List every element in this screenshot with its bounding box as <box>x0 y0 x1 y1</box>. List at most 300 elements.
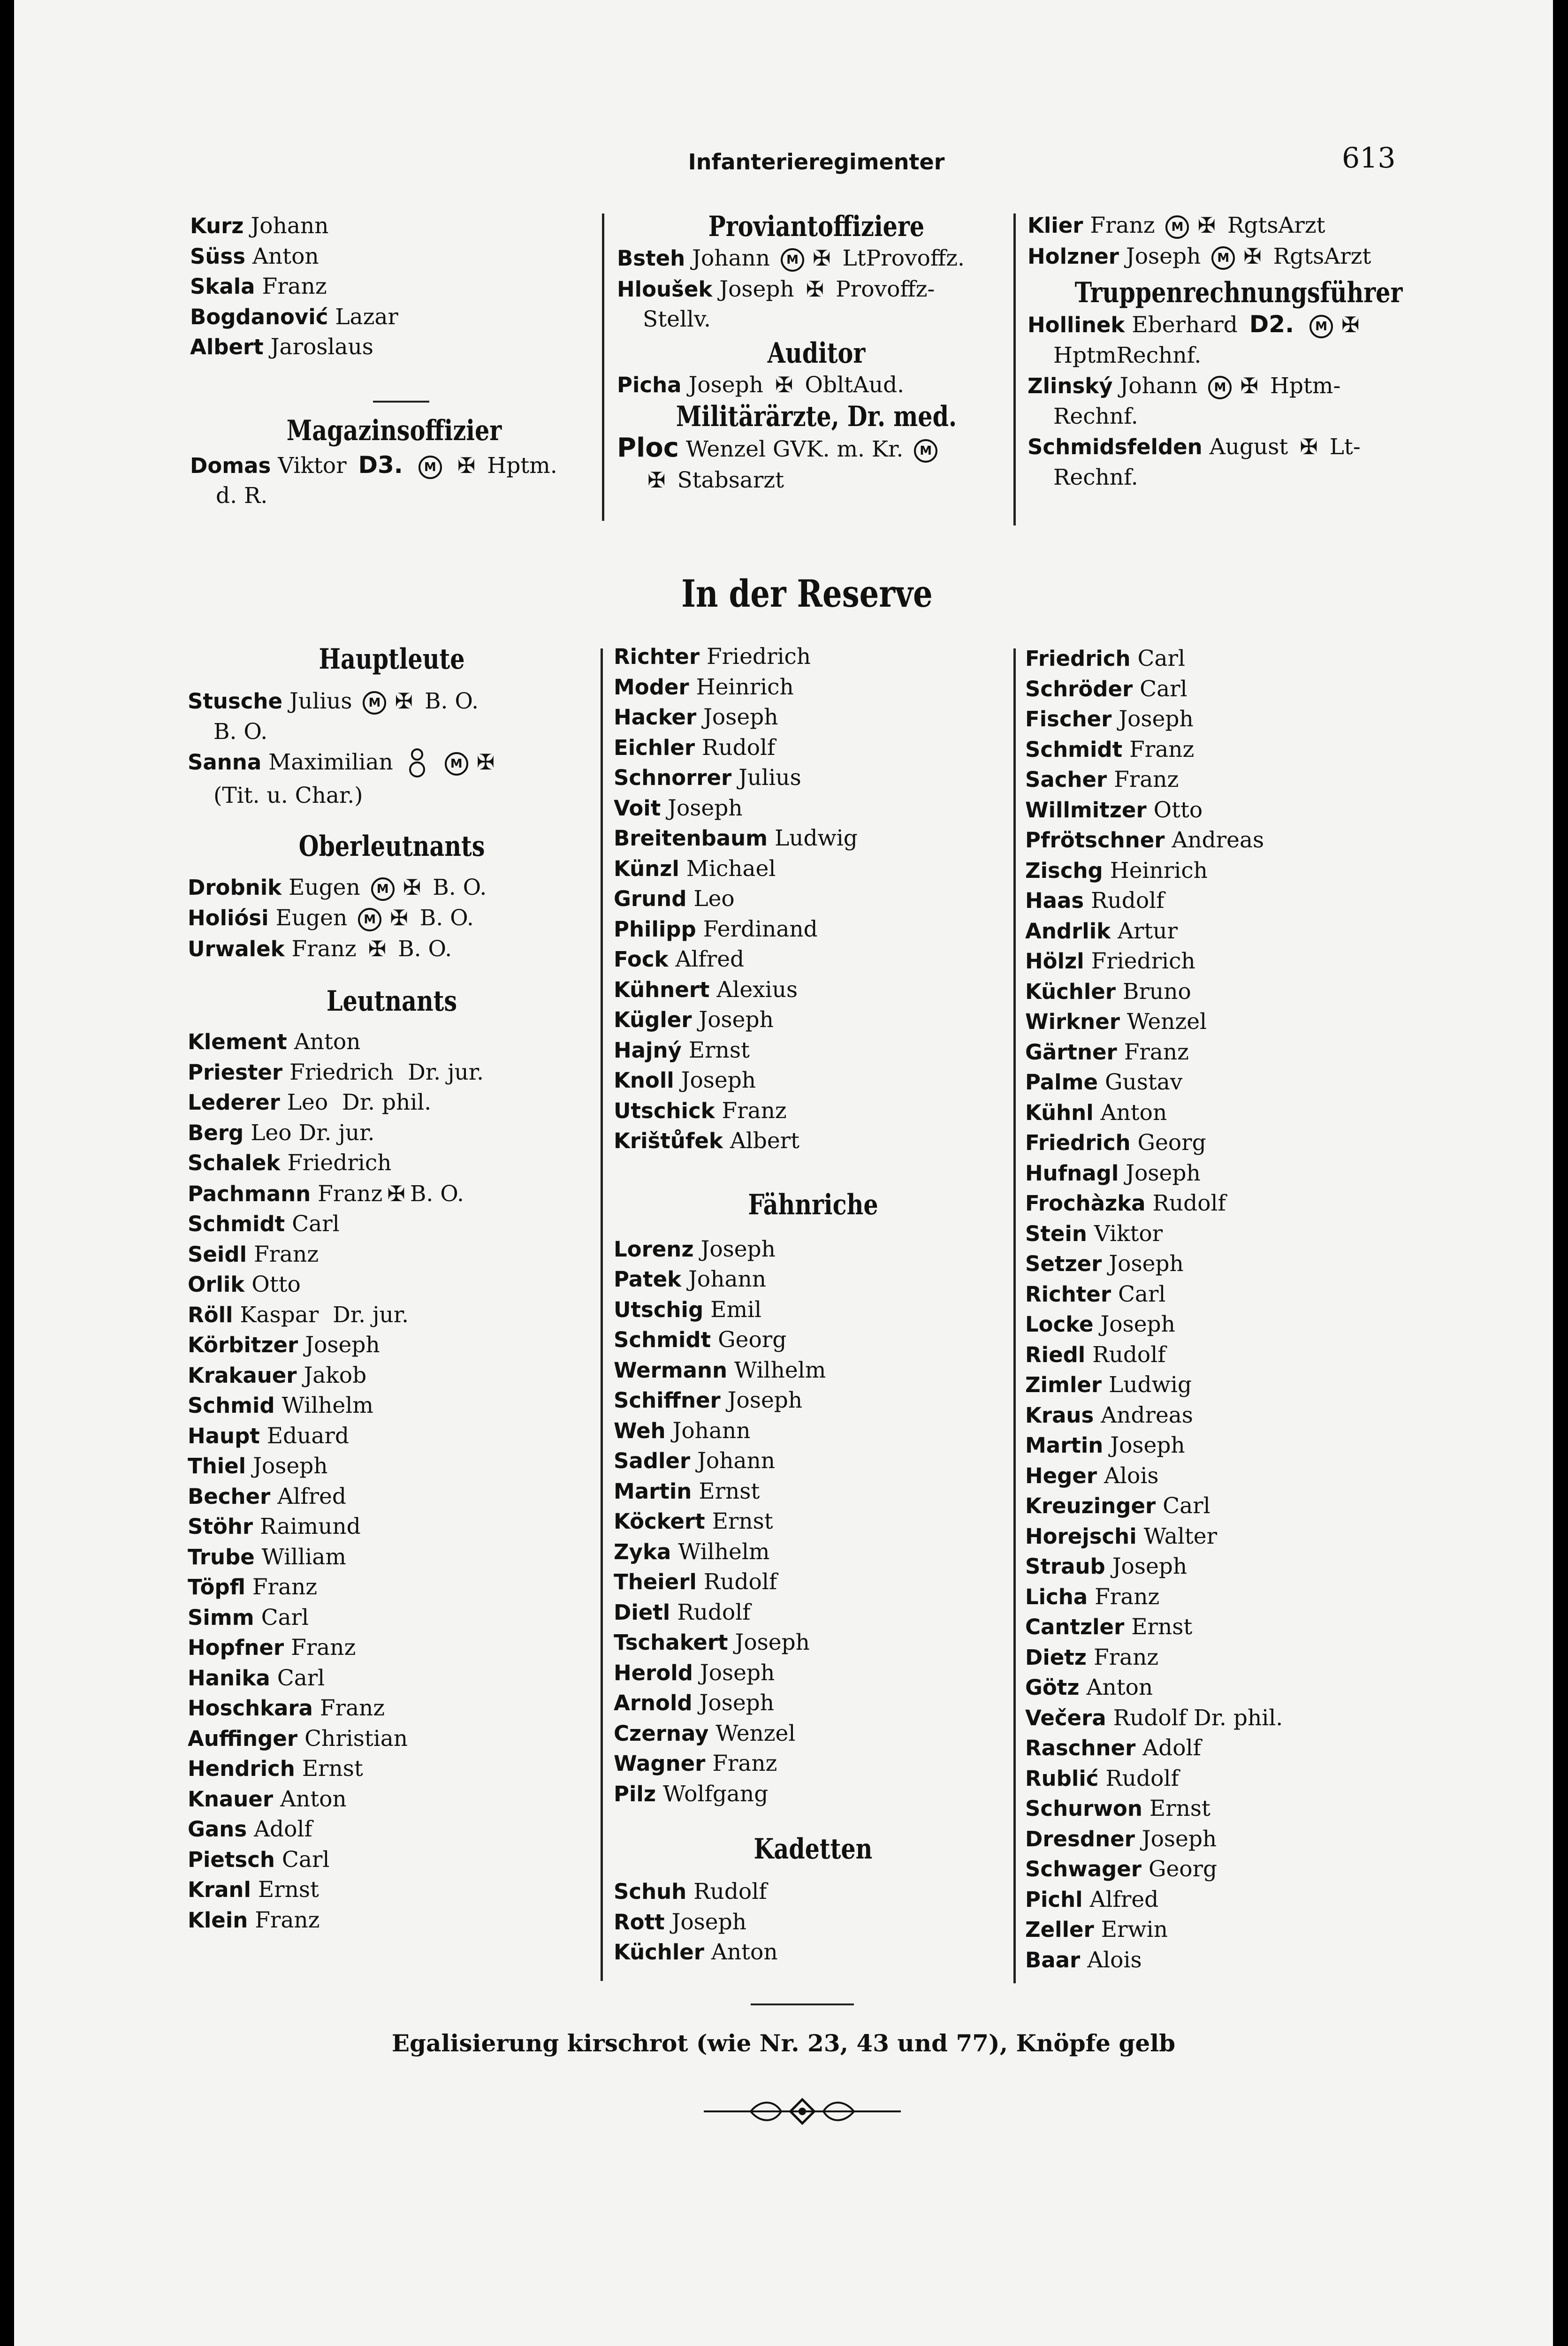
col1-top <box>190 211 598 511</box>
entry-cont: (Tit. u. Char.) <box>213 783 363 808</box>
entry <box>614 1658 1012 1689</box>
surname: Zischg <box>1025 858 1103 883</box>
cross-icon: ✠ <box>457 452 476 478</box>
entry <box>614 1749 1012 1779</box>
entry <box>614 763 1012 793</box>
surname: Krištůfek <box>614 1128 723 1153</box>
given-name: Joseph <box>681 1067 756 1093</box>
surname: Czernay <box>614 1721 709 1746</box>
surname: Richter <box>1025 1281 1111 1307</box>
entry <box>188 1482 596 1512</box>
surname: Friedrich <box>1025 1130 1131 1155</box>
given-name: Ernst <box>712 1508 773 1534</box>
surname: Rublić <box>1025 1766 1099 1791</box>
surname: Straub <box>1025 1554 1105 1579</box>
given-name: Carl <box>1163 1493 1210 1519</box>
given-name: Joseph <box>671 1909 746 1935</box>
given-name: Leo <box>251 1120 292 1146</box>
entry <box>188 1240 596 1270</box>
surname: Ploc <box>617 433 679 463</box>
entry <box>1025 1431 1447 1461</box>
page <box>14 0 1553 2346</box>
surname: Auffinger <box>188 1726 298 1751</box>
given-name: Rudolf <box>1113 1705 1187 1731</box>
entry <box>614 1066 1012 1096</box>
given-name: Joseph <box>700 1236 776 1262</box>
entry <box>188 1572 596 1603</box>
given-name: Gustav <box>1104 1069 1183 1095</box>
given-name: Anton <box>280 1786 347 1812</box>
surname: Friedrich <box>1025 646 1131 671</box>
given-name: Joseph <box>688 372 763 398</box>
surname: Utschig <box>614 1297 704 1322</box>
given-name: Alexius <box>716 976 798 1003</box>
surname: Priester <box>188 1059 283 1085</box>
medal-m-icon: M <box>371 877 395 901</box>
given-name: Joseph <box>1119 706 1194 732</box>
entry <box>1025 1764 1447 1794</box>
surname: Kraus <box>1025 1402 1094 1428</box>
entry <box>614 1126 1012 1157</box>
given-name: Christian <box>304 1725 408 1752</box>
cross-icon: ✠ <box>775 372 793 397</box>
given-name: Walter <box>1143 1523 1218 1549</box>
surname: Kreuzinger <box>1025 1493 1156 1518</box>
given-name: Rudolf <box>1152 1190 1226 1216</box>
entry <box>188 686 596 717</box>
surname: Schurwon <box>1025 1796 1142 1821</box>
entry <box>188 1148 596 1179</box>
rank: Hptm- <box>1270 373 1341 399</box>
order: B. O. <box>410 1181 464 1207</box>
cross-icon: ✠ <box>806 276 824 302</box>
given-name: Carl <box>292 1211 340 1237</box>
surname: Schmidt <box>614 1327 711 1352</box>
surname: Schröder <box>1025 676 1133 701</box>
cross-icon: ✠ <box>368 936 387 961</box>
rank: ObltAud. <box>805 372 905 398</box>
given-name: Wilhelm <box>282 1393 373 1418</box>
given-name: Julius <box>738 765 801 791</box>
surname: Zlinský <box>1028 373 1113 398</box>
given-name: Ernst <box>699 1478 760 1504</box>
entry <box>188 1027 596 1058</box>
surname: Schiffner <box>614 1388 721 1413</box>
entry <box>614 854 1012 884</box>
surname: Kranl <box>188 1877 251 1902</box>
entry <box>614 1036 1012 1066</box>
given-name: Alfred <box>277 1483 346 1509</box>
surname: Weh <box>614 1418 666 1443</box>
entry <box>614 1537 1012 1568</box>
entry <box>617 433 1016 465</box>
given-name: Artur <box>1118 918 1178 944</box>
entry <box>617 243 1016 274</box>
surname: Haupt <box>188 1423 260 1448</box>
entry-cont <box>617 465 1016 496</box>
given-name: Joseph <box>253 1453 328 1479</box>
entry <box>1025 1491 1447 1522</box>
surname: Orlik <box>188 1272 245 1297</box>
entry <box>188 1300 596 1331</box>
given-name: Friedrich <box>706 644 811 670</box>
title: Dr. jur. <box>333 1302 409 1328</box>
title: Dr. jur. <box>408 1059 484 1085</box>
given-name: Ernst <box>302 1756 363 1782</box>
given-name: Friedrich <box>287 1150 392 1176</box>
surname: Hendrich <box>188 1756 295 1781</box>
given-name: Carl <box>261 1604 309 1630</box>
leutnants-rest <box>188 1330 596 1935</box>
given-name: Jaroslaus <box>270 334 373 360</box>
entry <box>614 1877 1012 1907</box>
given-name: William <box>261 1544 346 1570</box>
auditor-heading: Auditor <box>767 336 866 370</box>
entry <box>614 914 1012 945</box>
surname: Stein <box>1025 1221 1087 1246</box>
entry <box>1025 1915 1447 1945</box>
entry <box>1025 1370 1447 1401</box>
divider <box>373 401 429 403</box>
given-name: Joseph <box>1110 1432 1185 1458</box>
surname: Stöhr <box>188 1514 253 1539</box>
given-name: Ernst <box>258 1877 319 1903</box>
entry <box>188 1118 596 1149</box>
surname: Küchler <box>614 1940 704 1965</box>
entry <box>617 370 1016 401</box>
given-name: Franz <box>1090 213 1155 238</box>
surname: Götz <box>1025 1675 1080 1700</box>
faehnriche-heading: Fähnriche <box>748 1188 878 1221</box>
surname: Pichl <box>1025 1887 1083 1912</box>
given-name: Wolfgang <box>662 1781 769 1807</box>
ornament-icon <box>699 2095 906 2128</box>
surname: Töpfl <box>188 1575 245 1600</box>
entry <box>188 1693 596 1724</box>
entry <box>614 1356 1012 1386</box>
footer-text: Egalisierung kirschrot (wie Nr. 23, 43 und 77), Knöpfe gelb <box>391 2029 1176 2057</box>
surname: Licha <box>1025 1584 1088 1609</box>
entry <box>614 1386 1012 1416</box>
hauptleute-heading: Hauptleute <box>319 643 465 676</box>
entry <box>188 1784 596 1815</box>
given-name: Johann <box>1119 373 1198 399</box>
given-name: Georg <box>1137 1130 1206 1156</box>
column-rule <box>1013 648 1016 1983</box>
given-name: Joseph <box>727 1387 803 1413</box>
proviant-heading: Proviantoffiziere <box>708 210 925 243</box>
kadetten-list <box>614 1877 1012 1968</box>
entry <box>188 1663 596 1694</box>
given-name: Joseph <box>703 704 778 730</box>
surname: Schmid <box>188 1393 275 1418</box>
surname: Knauer <box>188 1786 274 1812</box>
surname: Theierl <box>614 1569 697 1594</box>
surname: Körbitzer <box>188 1333 298 1357</box>
entry <box>1025 795 1447 826</box>
surname: Pilz <box>614 1781 656 1806</box>
entry <box>1025 1401 1447 1431</box>
medal-m-icon: M <box>363 691 386 715</box>
given-name: Alfred <box>1089 1886 1159 1912</box>
surname: Fischer <box>1025 707 1112 731</box>
surname: Raschner <box>1025 1736 1136 1760</box>
given-name: Lazar <box>335 304 398 330</box>
entry <box>1025 1552 1447 1582</box>
given-name: Joseph <box>1112 1554 1187 1579</box>
surname: Hoschkara <box>188 1696 313 1721</box>
medal-m-icon: M <box>445 752 468 776</box>
medal-m-icon: M <box>1211 246 1235 270</box>
given-name: Carl <box>1140 676 1187 702</box>
entry <box>1025 1824 1447 1855</box>
surname: Hopfner <box>188 1635 284 1660</box>
surname: Horejschi <box>1025 1523 1137 1549</box>
surname: Večera <box>1025 1705 1106 1730</box>
entry <box>614 1598 1012 1628</box>
surname: Arnold <box>614 1691 693 1715</box>
entry <box>614 1507 1012 1537</box>
entry <box>188 1542 596 1573</box>
given-name: Anton <box>711 1939 778 1965</box>
given-name: Joseph <box>1126 1160 1201 1186</box>
given-name: Johann <box>697 1448 776 1474</box>
reserve-heading: In der Reserve <box>681 571 933 616</box>
surname: Wagner <box>614 1751 706 1776</box>
medal-m-icon: M <box>781 248 804 272</box>
order: B. O. <box>433 874 487 900</box>
surname: Martin <box>1025 1433 1104 1458</box>
given-name: Franz <box>318 1181 383 1207</box>
surname: Martin <box>614 1478 692 1504</box>
entry <box>1025 946 1447 977</box>
entry <box>614 672 1012 703</box>
surname: Becher <box>188 1484 271 1509</box>
surname: Küchler <box>1025 979 1116 1004</box>
entry <box>1025 825 1447 856</box>
surname: Richter <box>614 644 700 669</box>
entry <box>1025 1643 1447 1673</box>
surname: Röll <box>188 1302 233 1327</box>
given-name: Rudolf <box>1091 888 1165 914</box>
entry <box>188 1361 596 1391</box>
reserve-list <box>614 642 1012 1157</box>
given-name: Franz <box>1093 1644 1159 1670</box>
entry <box>190 332 598 363</box>
given-name: Joseph <box>1126 243 1201 269</box>
given-name: Franz <box>1114 767 1179 792</box>
entry <box>614 1234 1012 1265</box>
entry <box>1025 1158 1447 1189</box>
given-name: Franz <box>262 274 327 299</box>
entry <box>1025 1733 1447 1764</box>
surname: Lederer <box>188 1090 280 1115</box>
footer-rule <box>751 2003 854 2005</box>
given-name: Ludwig <box>774 825 858 851</box>
surname: Zyka <box>614 1539 671 1564</box>
surname: Schwager <box>1025 1857 1142 1881</box>
medal-m-icon: M <box>358 908 381 931</box>
entry <box>1025 1098 1447 1128</box>
given-name: Joseph <box>1109 1251 1184 1277</box>
given-name: Viktor <box>278 452 347 479</box>
col2-top <box>617 210 1016 495</box>
given-name: Viktor <box>1094 1220 1163 1247</box>
given-name: Joseph <box>735 1630 810 1655</box>
entry <box>614 1688 1012 1719</box>
given-name: Wenzel <box>1127 1009 1207 1035</box>
decoration-text: GVK. m. Kr. <box>772 436 904 462</box>
decoration: D2. <box>1249 311 1294 338</box>
entry <box>188 1088 596 1118</box>
surname: Cantzler <box>1025 1615 1125 1639</box>
entry <box>1025 977 1447 1007</box>
surname: Klier <box>1028 213 1083 238</box>
surname: Zeller <box>1025 1917 1094 1942</box>
running-title-text: Infanterieregimenter <box>688 149 945 175</box>
surname: Berg <box>188 1120 244 1145</box>
surname: Voit <box>614 795 661 821</box>
entry <box>614 702 1012 733</box>
title: Dr. phil. <box>342 1089 432 1115</box>
given-name: Alois <box>1087 1947 1142 1973</box>
given-name: Rudolf <box>703 1569 777 1595</box>
surname: Utschick <box>614 1098 715 1123</box>
surname: Pachmann <box>188 1181 311 1206</box>
cross-icon: ✠ <box>647 467 666 493</box>
given-name: Franz <box>1129 736 1195 762</box>
given-name: Ernst <box>1131 1614 1193 1640</box>
entry <box>617 274 1016 305</box>
rank: RgtsArzt <box>1273 243 1371 269</box>
given-name: Franz <box>291 936 357 962</box>
given-name: Raimund <box>260 1514 361 1539</box>
given-name: Franz <box>712 1751 777 1776</box>
given-name: Anton <box>252 243 319 269</box>
faehnriche-list <box>614 1234 1012 1810</box>
entry <box>1028 432 1450 463</box>
entry <box>614 975 1012 1005</box>
given-name: Ferdinand <box>703 916 818 942</box>
given-name: Ludwig <box>1109 1372 1192 1398</box>
entry <box>1025 644 1447 674</box>
given-name: Emil <box>710 1296 762 1323</box>
surname: Hollinek <box>1028 312 1125 337</box>
entry <box>1028 241 1450 272</box>
given-name: Georg <box>718 1327 787 1353</box>
given-name: Anton <box>1086 1675 1153 1700</box>
entry <box>1028 371 1450 402</box>
entry <box>190 450 598 481</box>
running-title <box>652 149 981 175</box>
magazin-heading: Magazinsoffizier <box>286 414 502 447</box>
surname: Schnorrer <box>614 765 732 790</box>
given-name: Jakob <box>304 1362 367 1388</box>
surname: Seidl <box>188 1242 247 1267</box>
surname: Kühnl <box>1025 1100 1094 1125</box>
given-name: Friedrich <box>289 1059 394 1085</box>
entry <box>1028 309 1450 341</box>
entry <box>614 1264 1012 1295</box>
surname: Sadler <box>614 1448 691 1473</box>
surname: Picha <box>617 372 682 397</box>
surname: Künzl <box>614 856 679 881</box>
entry <box>1025 1128 1447 1158</box>
column-rule <box>601 648 603 1981</box>
given-name: Rudolf <box>693 1879 767 1904</box>
given-name: Albert <box>730 1128 800 1154</box>
entry <box>614 1719 1012 1749</box>
surname: Wirkner <box>1025 1009 1120 1034</box>
surname: Rott <box>614 1909 665 1935</box>
given-name: Rudolf <box>1105 1765 1179 1791</box>
surname: Fock <box>614 947 669 972</box>
rank: Stabsarzt <box>677 467 784 493</box>
given-name: Rudolf <box>1092 1341 1166 1368</box>
surname: Heger <box>1025 1463 1097 1488</box>
surname: Hloušek <box>617 276 713 302</box>
entry <box>614 823 1012 854</box>
entry <box>614 1446 1012 1477</box>
given-name: Wilhelm <box>678 1539 770 1565</box>
medal-m-icon: M <box>914 439 937 463</box>
cross-icon: ✠ <box>403 874 421 900</box>
surname: Haas <box>1025 888 1084 913</box>
entry <box>1025 674 1447 705</box>
kadetten-heading: Kadetten <box>754 1833 873 1866</box>
cross-icon: ✠ <box>1243 243 1262 269</box>
entry <box>1025 1340 1447 1371</box>
surname: Albert <box>190 335 264 359</box>
given-name: Georg <box>1148 1856 1218 1882</box>
cross-icon: ✠ <box>1197 213 1216 238</box>
entry <box>1025 886 1447 916</box>
given-name: Michael <box>686 855 776 882</box>
reserve-list <box>1025 644 1447 1703</box>
entry <box>1028 210 1450 241</box>
cross-icon: ✠ <box>395 688 413 714</box>
decoration: D3. <box>358 451 403 479</box>
surname: Hajný <box>614 1037 682 1063</box>
surname: Hanika <box>188 1665 270 1691</box>
col2-reserve <box>614 642 1012 1968</box>
entry <box>188 1179 596 1210</box>
surname: Simm <box>188 1605 254 1630</box>
cross-icon: ✠ <box>1240 373 1258 398</box>
given-name: Eugen <box>275 905 348 931</box>
entry <box>614 1416 1012 1447</box>
entry <box>188 903 596 934</box>
surname: Philipp <box>614 916 696 942</box>
surname: Pfrötschner <box>1025 828 1165 853</box>
surname: Patek <box>614 1267 682 1292</box>
entry <box>188 1603 596 1633</box>
order: B. O. <box>398 936 452 962</box>
surname: Gärtner <box>1025 1039 1117 1065</box>
entry <box>188 747 596 781</box>
entry <box>1025 1067 1447 1098</box>
entry <box>614 1628 1012 1658</box>
medal-m-icon: M <box>419 456 442 479</box>
surname: Schmidt <box>188 1211 285 1236</box>
surname: Skala <box>190 274 255 299</box>
entry <box>188 1270 596 1300</box>
surname: Köckert <box>614 1509 705 1534</box>
entry <box>1025 1673 1447 1703</box>
given-name: Otto <box>251 1272 301 1297</box>
surname: Pietsch <box>188 1847 275 1872</box>
surname: Gans <box>188 1817 247 1842</box>
